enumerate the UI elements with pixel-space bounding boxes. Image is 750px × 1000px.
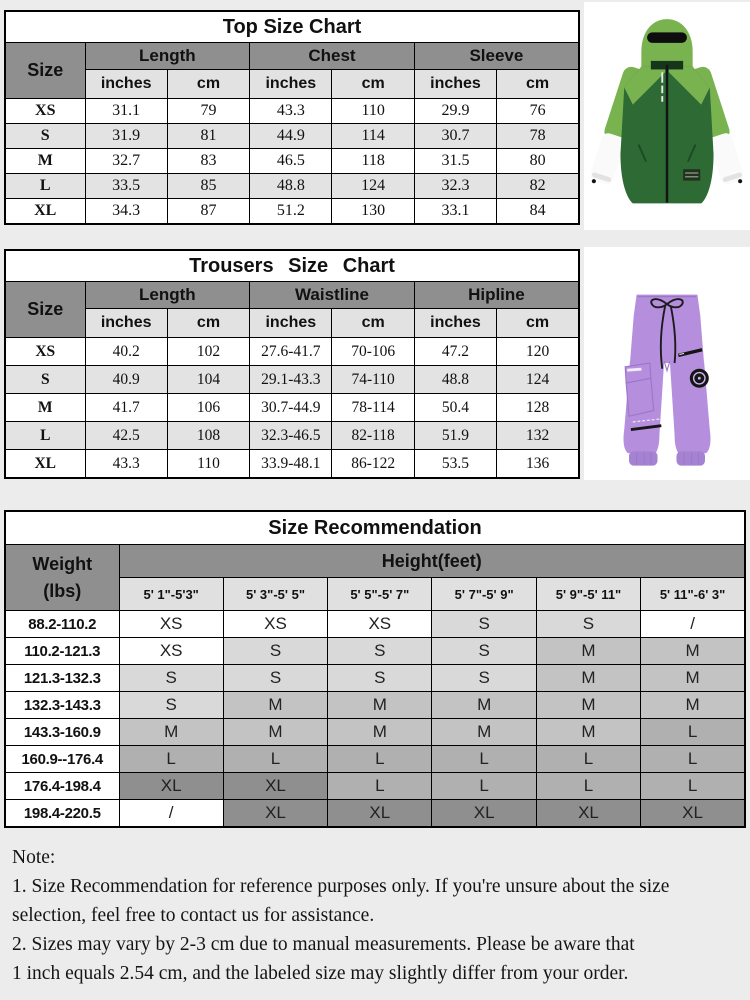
recommended-size: L bbox=[641, 746, 745, 773]
recommended-size: M bbox=[223, 719, 327, 746]
recommended-size: L bbox=[432, 773, 536, 800]
recommended-size: L bbox=[432, 746, 536, 773]
recommended-size: S bbox=[432, 638, 536, 665]
recommended-size: XL bbox=[641, 800, 745, 828]
height-range: 5' 7"-5' 9" bbox=[432, 578, 536, 611]
size-label: XS bbox=[5, 338, 85, 366]
cell: 110 bbox=[332, 99, 414, 124]
recommended-size: XL bbox=[328, 800, 432, 828]
table-row-m bbox=[5, 149, 579, 174]
top-chart-group-header-row bbox=[5, 43, 579, 70]
cell: 85 bbox=[167, 174, 249, 199]
trousers-cuffs bbox=[629, 451, 705, 465]
jacket-brand-text bbox=[661, 72, 663, 101]
cell: 136 bbox=[497, 450, 579, 479]
recommended-size: M bbox=[328, 719, 432, 746]
cell: 44.9 bbox=[250, 124, 332, 149]
size-label: S bbox=[5, 366, 85, 394]
recommended-size: M bbox=[536, 665, 640, 692]
recommended-size: L bbox=[641, 719, 745, 746]
trousers-length-header: Length bbox=[85, 282, 250, 309]
cell: 106 bbox=[167, 394, 249, 422]
jacket-label-patch bbox=[683, 169, 700, 180]
weight-header-line2: (lbs) bbox=[43, 580, 82, 601]
cell: 40.9 bbox=[85, 366, 167, 394]
recommended-size: S bbox=[328, 638, 432, 665]
cell: 30.7 bbox=[414, 124, 496, 149]
cell: 80 bbox=[497, 149, 579, 174]
cell: 110 bbox=[167, 450, 249, 479]
size-label: L bbox=[5, 174, 85, 199]
unit-header: cm bbox=[167, 309, 249, 338]
cell: 31.5 bbox=[414, 149, 496, 174]
weight-range: 88.2-110.2 bbox=[5, 611, 119, 638]
cell: 86-122 bbox=[332, 450, 414, 479]
recommended-size: S bbox=[328, 665, 432, 692]
table-row bbox=[5, 692, 745, 719]
height-range: 5' 5"-5' 7" bbox=[328, 578, 432, 611]
cell: 33.1 bbox=[414, 199, 496, 225]
table-row-l bbox=[5, 174, 579, 199]
recommended-size: M bbox=[641, 665, 745, 692]
top-chart-title: Top Size Chart bbox=[5, 11, 579, 43]
table-row bbox=[5, 800, 745, 828]
cell: 32.3-46.5 bbox=[250, 422, 332, 450]
unit-header: inches bbox=[414, 70, 496, 99]
recommended-size: S bbox=[119, 665, 223, 692]
weight-header-line1: Weight bbox=[32, 553, 93, 574]
weight-range: 143.3-160.9 bbox=[5, 719, 119, 746]
height-range: 5' 11"-6' 3" bbox=[641, 578, 745, 611]
cell: 104 bbox=[167, 366, 249, 394]
note-line: 1. Size Recommendation for reference purposes only. If you're unsure about the size bbox=[12, 876, 670, 897]
cell: 32.7 bbox=[85, 149, 167, 174]
trousers-group-header-row bbox=[5, 282, 579, 309]
weight-range: 160.9--176.4 bbox=[5, 746, 119, 773]
cell: 48.8 bbox=[414, 366, 496, 394]
cell: 128 bbox=[497, 394, 579, 422]
trousers-hipline-header: Hipline bbox=[414, 282, 579, 309]
trousers-chart-title-row bbox=[5, 250, 579, 282]
cell: 53.5 bbox=[414, 450, 496, 479]
cell: 30.7-44.9 bbox=[250, 394, 332, 422]
unit-header: cm bbox=[167, 70, 249, 99]
unit-header: cm bbox=[332, 70, 414, 99]
table-row-xl bbox=[5, 199, 579, 225]
note-heading: Note: bbox=[12, 847, 56, 868]
cell: 27.6-41.7 bbox=[250, 338, 332, 366]
cell: 31.9 bbox=[85, 124, 167, 149]
cell: 78-114 bbox=[332, 394, 414, 422]
note-line: 2. Sizes may vary by 2-3 cm due to manual measurements. Please be aware that bbox=[12, 934, 635, 955]
recommended-size: L bbox=[641, 773, 745, 800]
weight-range: 132.3-143.3 bbox=[5, 692, 119, 719]
cell: 33.9-48.1 bbox=[250, 450, 332, 479]
recommended-size: L bbox=[119, 746, 223, 773]
cell: 51.9 bbox=[414, 422, 496, 450]
note-line: 1 inch equals 2.54 cm, and the labeled size may slightly differ from your order. bbox=[12, 963, 629, 984]
weight-range: 198.4-220.5 bbox=[5, 800, 119, 828]
table-row-xs bbox=[5, 99, 579, 124]
cell: 132 bbox=[497, 422, 579, 450]
recommended-size: L bbox=[328, 773, 432, 800]
unit-header: inches bbox=[85, 70, 167, 99]
cell: 70-106 bbox=[332, 338, 414, 366]
recommended-size: XS bbox=[223, 611, 327, 638]
top-chart-sleeve-header: Sleeve bbox=[414, 43, 579, 70]
cell: 33.5 bbox=[85, 174, 167, 199]
top-chart-length-header: Length bbox=[85, 43, 250, 70]
recommended-size: M bbox=[536, 638, 640, 665]
cell: 43.3 bbox=[250, 99, 332, 124]
table-row-s bbox=[5, 366, 579, 394]
cell: 47.2 bbox=[414, 338, 496, 366]
size-recommendation-table bbox=[4, 510, 746, 828]
trousers-cargo-pocket bbox=[625, 363, 654, 416]
weight-header bbox=[5, 545, 119, 611]
jacket-illustration bbox=[591, 10, 743, 222]
cell: 43.3 bbox=[85, 450, 167, 479]
recommended-size: XS bbox=[119, 638, 223, 665]
table-row bbox=[5, 665, 745, 692]
top-chart-size-header: Size bbox=[5, 43, 85, 99]
cell: 114 bbox=[332, 124, 414, 149]
table-row-xs bbox=[5, 338, 579, 366]
cell: 87 bbox=[167, 199, 249, 225]
unit-header: inches bbox=[250, 309, 332, 338]
table-row-m bbox=[5, 394, 579, 422]
recommended-size: M bbox=[536, 692, 640, 719]
cell: 76 bbox=[497, 99, 579, 124]
cell: 51.2 bbox=[250, 199, 332, 225]
recommended-size: M bbox=[641, 638, 745, 665]
cell: 82-118 bbox=[332, 422, 414, 450]
unit-header: cm bbox=[497, 309, 579, 338]
recommended-size: M bbox=[119, 719, 223, 746]
recommended-size: XL bbox=[223, 800, 327, 828]
table-row bbox=[5, 746, 745, 773]
cell: 32.3 bbox=[414, 174, 496, 199]
cell: 84 bbox=[497, 199, 579, 225]
top-chart-chest-header: Chest bbox=[250, 43, 415, 70]
cell: 50.4 bbox=[414, 394, 496, 422]
cell: 40.2 bbox=[85, 338, 167, 366]
height-range: 5' 3"-5' 5" bbox=[223, 578, 327, 611]
cell: 34.3 bbox=[85, 199, 167, 225]
size-label: M bbox=[5, 149, 85, 174]
recommended-size: L bbox=[223, 746, 327, 773]
cell: 124 bbox=[497, 366, 579, 394]
recommended-size: S bbox=[432, 665, 536, 692]
weight-range: 176.4-198.4 bbox=[5, 773, 119, 800]
table-row-s bbox=[5, 124, 579, 149]
table-row bbox=[5, 638, 745, 665]
recommended-size: XL bbox=[432, 800, 536, 828]
recommended-size: M bbox=[641, 692, 745, 719]
trousers-hips bbox=[630, 316, 704, 364]
recommended-size: S bbox=[119, 692, 223, 719]
cell: 81 bbox=[167, 124, 249, 149]
size-rec-header-row bbox=[5, 545, 745, 578]
trousers-product-image bbox=[584, 247, 750, 480]
recommended-size: M bbox=[328, 692, 432, 719]
table-row bbox=[5, 611, 745, 638]
recommended-size: S bbox=[432, 611, 536, 638]
recommended-size: L bbox=[536, 746, 640, 773]
cell: 83 bbox=[167, 149, 249, 174]
cell: 124 bbox=[332, 174, 414, 199]
height-header: Height(feet) bbox=[119, 545, 745, 578]
recommended-size: M bbox=[536, 719, 640, 746]
cell: 31.1 bbox=[85, 99, 167, 124]
recommended-size: M bbox=[432, 719, 536, 746]
recommended-size: XL bbox=[223, 773, 327, 800]
table-row bbox=[5, 719, 745, 746]
cell: 29.9 bbox=[414, 99, 496, 124]
trousers-chart-title: Trousers Size Chart bbox=[5, 250, 579, 282]
table-row-xl bbox=[5, 450, 579, 479]
size-label: XL bbox=[5, 199, 85, 225]
recommended-size: S bbox=[223, 665, 327, 692]
size-rec-title-row bbox=[5, 511, 745, 545]
unit-header: inches bbox=[85, 309, 167, 338]
cell: 82 bbox=[497, 174, 579, 199]
cell: 102 bbox=[167, 338, 249, 366]
cell: 42.5 bbox=[85, 422, 167, 450]
trousers-illustration bbox=[591, 256, 743, 471]
trousers-badge bbox=[690, 369, 709, 388]
note-line: selection, feel free to contact us for assistance. bbox=[12, 905, 375, 926]
recommended-size: S bbox=[223, 638, 327, 665]
jacket-product-image bbox=[584, 2, 750, 230]
size-label: S bbox=[5, 124, 85, 149]
unit-header: inches bbox=[250, 70, 332, 99]
trousers-size-chart-table bbox=[4, 249, 580, 479]
recommended-size: / bbox=[119, 800, 223, 828]
cell: 78 bbox=[497, 124, 579, 149]
trousers-unit-header-row bbox=[5, 309, 579, 338]
size-label: L bbox=[5, 422, 85, 450]
top-chart-unit-header-row bbox=[5, 70, 579, 99]
cell: 79 bbox=[167, 99, 249, 124]
top-chart-title-row bbox=[5, 11, 579, 43]
trousers-size-header: Size bbox=[5, 282, 85, 338]
top-size-chart-table bbox=[4, 10, 580, 225]
cell: 120 bbox=[497, 338, 579, 366]
trousers-waistline-header: Waistline bbox=[250, 282, 415, 309]
height-range: 5' 1"-5'3" bbox=[119, 578, 223, 611]
note-block bbox=[12, 843, 742, 988]
size-rec-title: Size Recommendation bbox=[5, 511, 745, 545]
weight-range: 110.2-121.3 bbox=[5, 638, 119, 665]
cell: 118 bbox=[332, 149, 414, 174]
recommended-size: S bbox=[536, 611, 640, 638]
table-row-l bbox=[5, 422, 579, 450]
size-label: M bbox=[5, 394, 85, 422]
cell: 108 bbox=[167, 422, 249, 450]
recommended-size: XL bbox=[536, 800, 640, 828]
recommended-size: L bbox=[328, 746, 432, 773]
recommended-size: M bbox=[223, 692, 327, 719]
cell: 46.5 bbox=[250, 149, 332, 174]
size-label: XS bbox=[5, 99, 85, 124]
height-range: 5' 9"-5' 11" bbox=[536, 578, 640, 611]
cell: 74-110 bbox=[332, 366, 414, 394]
recommended-size: XL bbox=[119, 773, 223, 800]
size-label: XL bbox=[5, 450, 85, 479]
table-row bbox=[5, 773, 745, 800]
cell: 41.7 bbox=[85, 394, 167, 422]
cell: 29.1-43.3 bbox=[250, 366, 332, 394]
cell: 130 bbox=[332, 199, 414, 225]
recommended-size: XS bbox=[328, 611, 432, 638]
recommended-size: XS bbox=[119, 611, 223, 638]
recommended-size: / bbox=[641, 611, 745, 638]
unit-header: inches bbox=[414, 309, 496, 338]
cell: 48.8 bbox=[250, 174, 332, 199]
unit-header: cm bbox=[332, 309, 414, 338]
recommended-size: L bbox=[536, 773, 640, 800]
recommended-size: M bbox=[432, 692, 536, 719]
weight-range: 121.3-132.3 bbox=[5, 665, 119, 692]
unit-header: cm bbox=[497, 70, 579, 99]
